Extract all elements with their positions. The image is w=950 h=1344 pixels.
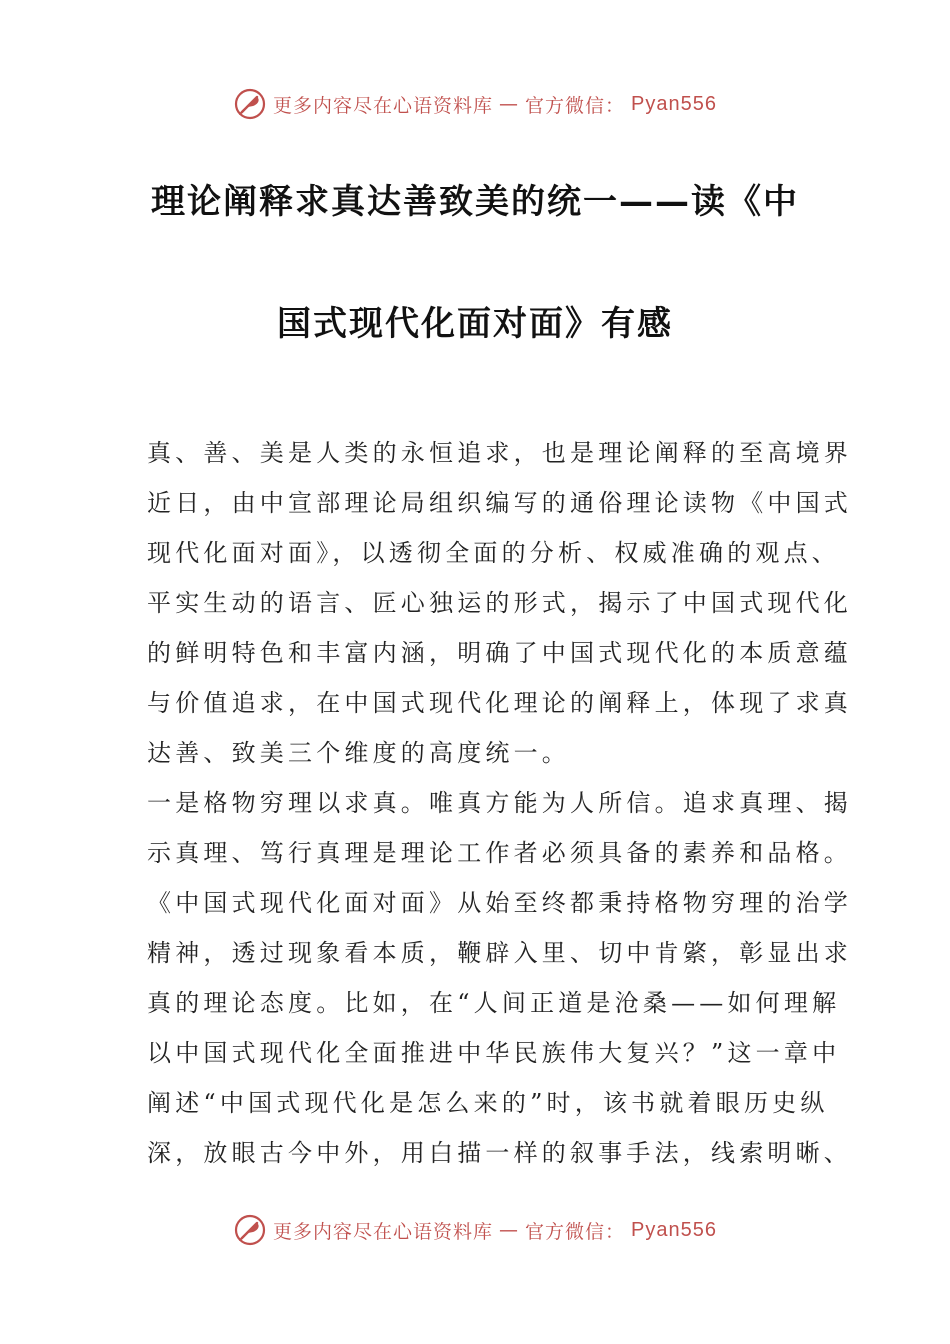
body-line: 真的理论态度。比如，在“人间正道是沧桑——如何理解 <box>147 989 841 1017</box>
body-line: 真、善、美是人类的永恒追求，也是理论阐释的至高境界 <box>147 439 852 467</box>
body-line: 精神，透过现象看本质，鞭辟入里、切中肯綮，彰显出求 <box>147 939 852 967</box>
watermark-sub-text: 官方微信： <box>525 1220 626 1243</box>
body-line: 一是格物穷理以求真。唯真方能为人所信。追求真理、揭 <box>147 789 852 817</box>
watermark-separator: — <box>499 1219 520 1241</box>
watermark-main-text: 更多内容尽在心语资料库 <box>273 94 494 117</box>
body-line: 近日，由中宣部理论局组织编写的通俗理论读物《中国式 <box>147 489 852 517</box>
body-line: 现代化面对面》，以透彻全面的分析、权威准确的观点、 <box>147 539 840 567</box>
body-line: 《中国式现代化面对面》从始至终都秉持格物穷理的治学 <box>147 889 852 917</box>
header-watermark <box>0 84 950 124</box>
body-line: 的鲜明特色和丰富内涵，明确了中国式现代化的本质意蕴 <box>147 639 852 667</box>
document-title-line-1: 理论阐释求真达善致美的统一——读《中 <box>151 182 799 222</box>
watermark-sub-text: 官方微信： <box>525 94 626 117</box>
body-line: 以中国式现代化全面推进中华民族伟大复兴？”这一章中 <box>147 1039 841 1067</box>
watermark-separator: — <box>499 93 520 115</box>
watermark-main-text: 更多内容尽在心语资料库 <box>273 1220 494 1243</box>
body-line: 示真理、笃行真理是理论工作者必须具备的素养和品格。 <box>147 839 852 867</box>
body-line: 平实生动的语言、匠心独运的形式，揭示了中国式现代化 <box>147 589 852 617</box>
body-line: 阐述“中国式现代化是怎么来的”时，该书就着眼历史纵 <box>147 1089 829 1117</box>
watermark-wechat-id: Pyan556 <box>631 1218 717 1241</box>
watermark-wechat-id: Pyan556 <box>631 92 717 115</box>
body-line: 与价值追求，在中国式现代化理论的阐释上，体现了求真 <box>147 689 852 717</box>
quill-logo-icon <box>233 1213 267 1247</box>
document-body <box>147 428 852 1178</box>
body-line: 深，放眼古今中外，用白描一样的叙事手法，线索明晰、 <box>147 1139 852 1167</box>
footer-watermark <box>0 1210 950 1250</box>
document-title-line-2: 国式现代化面对面》有感 <box>277 304 673 344</box>
quill-logo-icon <box>233 87 267 121</box>
body-line: 达善、致美三个维度的高度统一。 <box>147 739 570 767</box>
